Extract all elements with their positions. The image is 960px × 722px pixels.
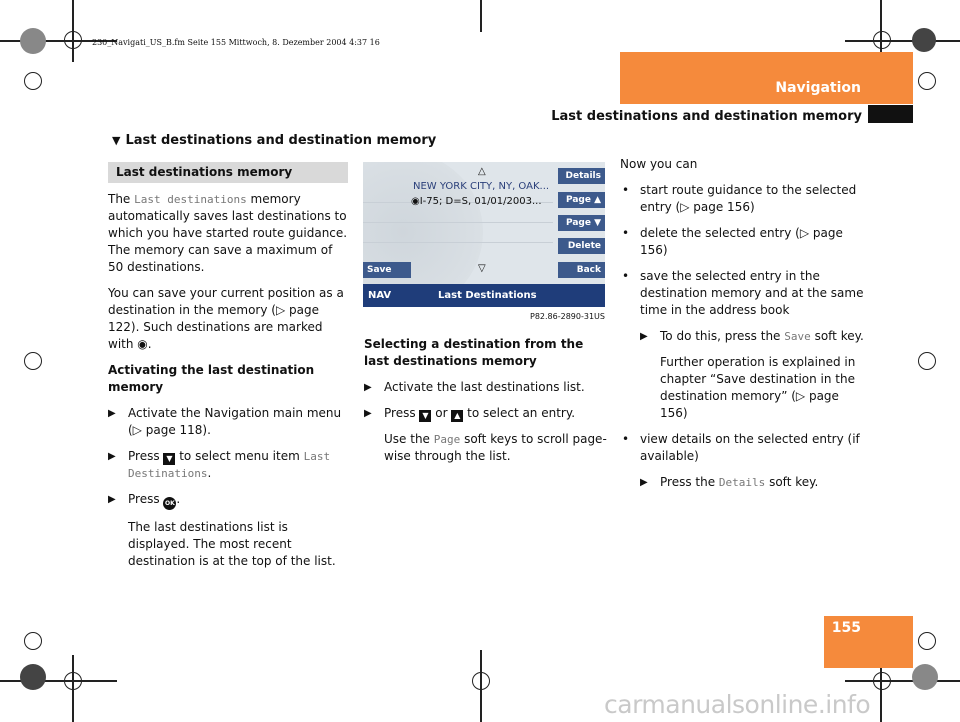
main-heading [112, 133, 436, 148]
column-3 [620, 156, 870, 500]
chapter-tab [620, 52, 913, 104]
use-page-text [364, 431, 609, 465]
step-text: Press [384, 406, 420, 420]
intro-text: Now you can [620, 157, 698, 171]
section-title: Last destinations and destination memory [551, 109, 862, 124]
page-number: 155 [831, 620, 861, 636]
step-text: to select an entry. [463, 406, 576, 420]
bullet-item [620, 182, 870, 216]
bullet-text: save the selected entry in the destination memory and at the same time in the address book [640, 269, 864, 317]
step-text: or [431, 406, 452, 420]
bullet-icon: • [622, 269, 630, 283]
step-item [108, 448, 348, 482]
registration-line [845, 40, 960, 42]
ok-key-icon: OK [163, 497, 176, 510]
details-softkey: Details [558, 168, 605, 184]
section-marker [868, 105, 913, 123]
nav-screen-image [363, 162, 605, 307]
registration-line [480, 0, 482, 32]
step-text: . [207, 466, 212, 480]
bullet-icon: • [622, 226, 630, 240]
step-arrow-icon: ▶ [108, 451, 116, 462]
page-down-softkey: Page ▼ [558, 215, 605, 231]
registration-line [845, 680, 960, 682]
bullet-text: start route guidance to the selected entry (▷ page 156) [640, 183, 857, 214]
screen-row [363, 242, 553, 243]
image-code: P82.86-2890-31US [530, 312, 605, 321]
step-item [640, 474, 870, 491]
screen-row [363, 222, 553, 223]
bullet-icon: • [622, 183, 630, 197]
registration-target-icon [912, 28, 936, 52]
step-text: Activate the last destinations list. [384, 380, 585, 394]
screen-line-2: ◉I-75; D=S, 01/01/2003... [411, 196, 542, 207]
registration-crosshair-icon [918, 352, 936, 370]
column-1 [108, 162, 348, 579]
step-arrow-icon: ▶ [640, 331, 648, 342]
registration-crosshair-icon [24, 352, 42, 370]
step-item [364, 405, 609, 422]
save-softkey: Save [363, 262, 411, 278]
text: Use the [384, 432, 434, 446]
code-term: Last Destinations [128, 450, 331, 480]
text: The [108, 192, 135, 206]
registration-crosshair-icon [24, 632, 42, 650]
status-title: Last Destinations [438, 290, 537, 301]
registration-target-icon [20, 664, 46, 690]
registration-crosshair-icon [873, 31, 891, 49]
registration-crosshair-icon [64, 672, 82, 690]
step-item [364, 379, 609, 396]
box-title: Last destinations memory [108, 162, 348, 183]
bullet-text: view details on the selected entry (if available) [640, 432, 860, 463]
step-text: . [176, 492, 181, 506]
step-item [640, 328, 870, 345]
registration-crosshair-icon [873, 672, 891, 690]
code-term: Details [718, 476, 766, 489]
paragraph-2: You can save your current position as a destination in the memory (▷ page 122). Such destinations are marked with ◉. [108, 286, 344, 351]
registration-target-icon [912, 664, 938, 690]
scroll-up-icon: △ [478, 166, 486, 177]
bullet-item [620, 431, 870, 465]
step-item [108, 491, 348, 510]
down-key-icon: ▼ [163, 453, 175, 465]
activating-heading: Activating the last destination memory [108, 363, 315, 394]
registration-line [0, 680, 117, 682]
code-term: Page [433, 433, 461, 446]
registration-crosshair-icon [24, 72, 42, 90]
step-text: soft key. [810, 329, 864, 343]
code-term: Save [784, 330, 811, 343]
delete-softkey: Delete [558, 238, 605, 254]
step-text: Press the [660, 475, 719, 489]
registration-crosshair-icon [64, 31, 82, 49]
main-heading-text: Last destinations and destination memory [125, 133, 437, 148]
step-arrow-icon: ▶ [640, 477, 648, 488]
column-2 [364, 336, 609, 474]
step-text: Press [128, 449, 164, 463]
step-text: Press [128, 492, 164, 506]
bullet-item [620, 268, 870, 319]
scroll-down-icon: ▽ [478, 263, 486, 274]
step-arrow-icon: ▶ [364, 382, 372, 393]
registration-crosshair-icon [918, 632, 936, 650]
step-text: soft key. [765, 475, 819, 489]
down-key-icon: ▼ [419, 410, 431, 422]
text: memory automatically saves last destinations to which you have started route guidance. The memory can save a maximum of 50 destinations. [108, 192, 348, 274]
bullet-icon: • [622, 432, 630, 446]
heading-triangle-icon: ▼ [112, 134, 121, 147]
screen-line-1: NEW YORK CITY, NY, OAK... [413, 181, 550, 192]
registration-line [480, 650, 482, 722]
step-arrow-icon: ▶ [108, 494, 116, 505]
code-term: Last destinations [134, 193, 247, 206]
page-number-tab [824, 616, 913, 668]
step-arrow-icon: ▶ [108, 408, 116, 419]
result-text: The last destinations list is displayed. The most recent destination is at the top of the list. [128, 520, 336, 568]
step-text: Activate the Navigation main menu (▷ page 118). [128, 406, 342, 437]
selecting-heading: Selecting a destination from the last destinations memory [364, 337, 584, 368]
file-header: 230_Navigati_US_B.fm Seite 155 Mittwoch, 8. Dezember 2004 4:37 16 [92, 38, 380, 47]
registration-target-icon [20, 28, 46, 54]
paragraph-1 [108, 191, 348, 276]
watermark: carmanualsonline.info [604, 690, 871, 719]
back-softkey: Back [558, 262, 605, 278]
bullet-item [620, 225, 870, 259]
bullet-text: delete the selected entry (▷ page 156) [640, 226, 843, 257]
step-text: To do this, press the [660, 329, 785, 343]
step-arrow-icon: ▶ [364, 408, 372, 419]
registration-crosshair-icon [918, 72, 936, 90]
page-up-softkey: Page ▲ [558, 192, 605, 208]
note-text: Further operation is explained in chapter “Save destination in the destination memory” (▷ page 156) [660, 355, 856, 420]
status-nav: NAV [368, 290, 392, 301]
chapter-title: Navigation [775, 80, 861, 96]
up-key-icon: ▲ [451, 410, 463, 422]
step-item [108, 405, 348, 439]
step-text: to select menu item [175, 449, 304, 463]
text: soft keys to scroll page-wise through the list. [384, 432, 607, 463]
screen-status-bar [363, 284, 605, 307]
